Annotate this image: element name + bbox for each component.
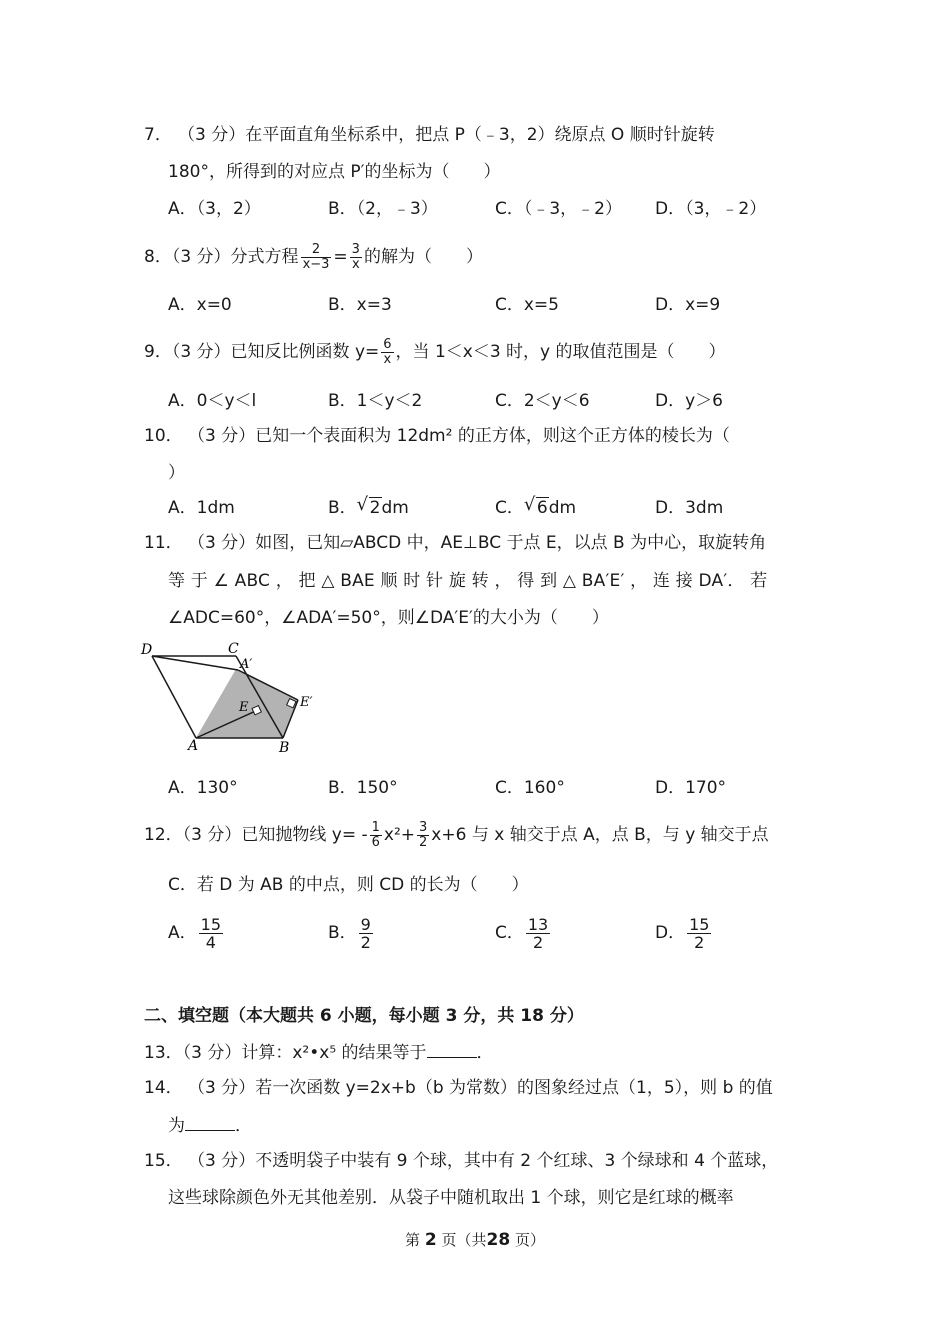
q14-answer-blank	[185, 1114, 235, 1131]
q11-text-line3: ∠ADC=60°，∠ADA′=50°，则∠DA′E′的大小为（ ）	[168, 608, 609, 628]
q12-option-c-label: C．	[495, 923, 524, 943]
q15-text-line2: 这些球除颜色外无其他差别．从袋子中随机取出 1 个球，则它是红球的概率	[168, 1188, 734, 1208]
q7-option-b: B．（2，﹣3）	[328, 199, 438, 219]
q12-option-c-fraction	[526, 916, 550, 951]
q12-option-b-num: 9	[360, 914, 371, 934]
q7-option-c: C．（﹣3，﹣2）	[495, 199, 623, 219]
q8-prefix: （3 分）分式方程	[171, 247, 299, 267]
q14-line2	[168, 1114, 252, 1137]
q12-stem	[144, 815, 769, 855]
q12-option-d-label: D．	[655, 923, 686, 943]
q8-equals: =	[333, 247, 348, 267]
q10-text-line1: （3 分）已知一个表面积为 12dm² 的正方体，则这个正方体的棱长为（	[188, 426, 730, 446]
q14-line2-prefix: 为	[168, 1116, 185, 1136]
q10-option-d: D．3dm	[655, 498, 724, 518]
q10-option-b-sqrt	[356, 494, 382, 519]
q11-text-line1: （3 分）如图，已知▱ABCD 中，AE⊥BC 于点 E，以点 B 为中心，取旋转角	[188, 533, 767, 553]
q12-option-a-num: 15	[200, 914, 221, 934]
q8-f1-den: x−3	[302, 256, 330, 272]
q8-fraction-2	[350, 243, 362, 272]
q11-text-line2: 等 于 ∠ ABC ， 把 △ BAE 顺 时 针 旋 转 ， 得 到 △ BA′E′ ， 连 接 DA′． 若	[168, 571, 768, 591]
q11-option-c: C．160°	[495, 778, 565, 798]
q13-answer-blank	[427, 1041, 477, 1058]
q12-suffix: x+6 与 x 轴交于点 A，点 B，与 y 轴交于点	[431, 825, 769, 845]
q8-fraction-1	[301, 243, 332, 272]
q12-option-b-den: 2	[360, 932, 371, 952]
q7-text-line2: 180°，所得到的对应点 P′的坐标为（ ）	[168, 162, 501, 182]
q9-f-num: 6	[383, 336, 392, 352]
q10-option-c-label: C．	[495, 498, 524, 518]
q14-text-line1: （3 分）若一次函数 y=2x+b（b 为常数）的图象经过点（1，5），则 b 的值	[188, 1078, 773, 1098]
sqrt-icon: √	[523, 494, 536, 515]
q9-suffix: ，当 1＜x＜3 时，y 的取值范围是（ ）	[395, 342, 726, 362]
q12-option-d-den: 2	[694, 932, 705, 952]
q14-end: ．	[235, 1116, 252, 1136]
section-2-heading: 二、填空题（本大题共 6 小题，每小题 3 分，共 18 分）	[144, 1006, 584, 1026]
q12-option-c	[495, 913, 552, 953]
q11-label-a: A	[188, 738, 199, 754]
q12-f1-num: 1	[371, 819, 380, 835]
q7-number: 7．	[144, 125, 172, 145]
q8-suffix: 的解为（ ）	[363, 247, 483, 267]
q7-option-d: D．（3，﹣2）	[655, 199, 767, 219]
q11-number: 11．	[144, 533, 183, 553]
q7-option-a: A．（3，2）	[168, 199, 261, 219]
q8-f1-num: 2	[301, 243, 332, 258]
q7-text-line1: （3 分）在平面直角坐标系中，把点 P（﹣3，2）绕原点 O 顺时针旋转	[178, 125, 715, 145]
q12-option-d	[655, 913, 713, 953]
q12-option-a-fraction	[199, 916, 223, 951]
q12-fraction-2	[417, 821, 429, 850]
q9-prefix: （3 分）已知反比例函数 y=	[171, 342, 380, 362]
q11-figure-segment-da1	[152, 656, 238, 670]
q12-option-d-fraction	[687, 916, 711, 951]
footer-total-pages: 28	[486, 1230, 511, 1250]
q12-option-c-num: 13	[527, 914, 549, 934]
q10-option-b-radicand: 2	[369, 498, 381, 518]
q15-number: 15．	[144, 1151, 183, 1171]
q8-number: 8．	[144, 247, 172, 267]
sqrt-icon: √	[356, 494, 369, 515]
q8-option-c: C．x=5	[495, 295, 559, 315]
q9-number: 9．	[144, 342, 172, 362]
q8-option-a: A．x=0	[168, 295, 232, 315]
q12-option-c-den: 2	[532, 932, 544, 952]
q12-f1-den: 6	[371, 834, 380, 850]
q9-stem	[144, 332, 726, 372]
q11-label-e: E	[239, 700, 249, 715]
q13-text: （3 分）计算：x²•x⁵ 的结果等于	[182, 1043, 427, 1063]
q11-option-d: D．170°	[655, 778, 727, 798]
footer-pre: 第	[405, 1231, 421, 1249]
q9-fraction	[381, 338, 393, 367]
q10-option-c	[495, 494, 577, 519]
q11-figure-segment-da	[152, 656, 196, 738]
q11-label-a-prime: A′	[240, 657, 253, 672]
q12-option-d-num: 15	[689, 914, 710, 934]
q10-option-c-radicand: 6	[536, 498, 548, 518]
footer-page-number: 2	[424, 1230, 437, 1250]
footer-mid: 页（共	[441, 1231, 487, 1249]
q8-option-d: D．x=9	[655, 295, 721, 315]
q12-option-b	[328, 913, 375, 953]
q10-text-line2: ）	[168, 463, 185, 483]
q9-option-d: D．y＞6	[655, 391, 723, 411]
q8-f2-den: x	[351, 256, 360, 272]
q11-option-b: B．150°	[328, 778, 398, 798]
q12-prefix: （3 分）已知抛物线 y= -	[182, 825, 368, 845]
q12-fraction-1	[370, 821, 382, 850]
q10-option-b-label: B．	[328, 498, 357, 518]
footer-post: 页）	[514, 1231, 545, 1249]
q12-option-a-label: A．	[168, 923, 197, 943]
q9-option-c: C．2＜y＜6	[495, 391, 590, 411]
q8-stem	[144, 237, 483, 277]
q12-mid: x²+	[383, 825, 416, 845]
q8-option-b: B．x=3	[328, 295, 392, 315]
q12-f2-num: 3	[419, 819, 428, 835]
page-footer	[0, 1229, 950, 1250]
q11-label-c: C	[228, 641, 239, 657]
q10-number: 10．	[144, 426, 183, 446]
q9-f-den: x	[383, 351, 392, 367]
q13-end: ．	[476, 1043, 494, 1063]
q10-option-a: A．1dm	[168, 498, 235, 518]
q12-number: 12．	[144, 825, 183, 845]
q11-option-a: A．130°	[168, 778, 238, 798]
q12-option-a-den: 4	[205, 932, 216, 952]
q12-option-a	[168, 913, 225, 953]
q9-option-a: A．0＜y＜l	[168, 391, 257, 411]
q10-option-b-unit: dm	[381, 498, 409, 518]
q13-stem	[144, 1041, 494, 1064]
q8-f2-num: 3	[351, 241, 360, 257]
q12-text-line2: C．若 D 为 AB 的中点，则 CD 的长为（ ）	[168, 875, 529, 895]
q10-option-c-sqrt	[523, 494, 549, 519]
q9-option-b: B．1＜y＜2	[328, 391, 423, 411]
q11-label-e-prime: E′	[300, 695, 313, 710]
q11-figure	[138, 638, 328, 758]
q12-option-b-fraction	[359, 916, 373, 951]
q12-f2-den: 2	[419, 834, 428, 850]
q10-option-c-unit: dm	[548, 498, 577, 518]
q15-text-line1: （3 分）不透明袋子中装有 9 个球，其中有 2 个红球、3 个绿球和 4 个蓝球，	[188, 1151, 779, 1171]
q11-label-d: D	[141, 642, 153, 658]
q12-option-b-label: B．	[328, 923, 357, 943]
q14-number: 14．	[144, 1078, 183, 1098]
q11-label-b: B	[279, 740, 290, 756]
q10-option-b	[328, 494, 409, 519]
q13-number: 13．	[144, 1043, 183, 1063]
